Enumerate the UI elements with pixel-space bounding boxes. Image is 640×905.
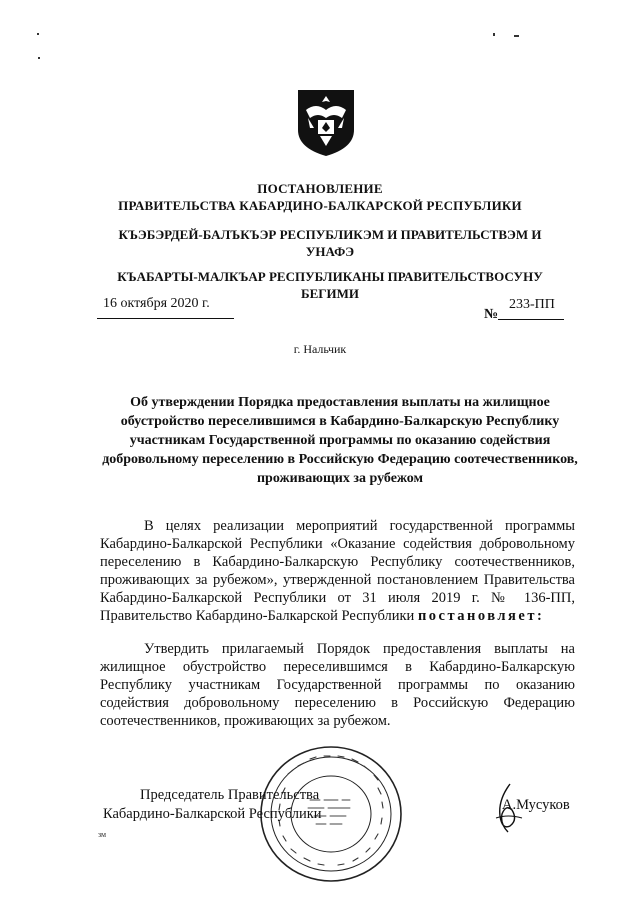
document-number: 233-ПП — [509, 297, 555, 312]
scan-speck — [514, 35, 519, 37]
footer-mark: зм — [98, 830, 107, 839]
number-underline — [498, 319, 564, 320]
coat-of-arms-icon — [296, 88, 356, 158]
coat-of-arms-emblem — [296, 88, 356, 158]
government-kab-title: КЪЭБЭРДЕЙ-БАЛЪКЪЭР РЕСПУБЛИКЭМ И ПРАВИТЕЛЬСТВЭМ И УНАФЭ — [118, 227, 542, 259]
signatory-position-line-1: Председатель Правительства — [140, 787, 320, 803]
signatory-name: А.Мусуков — [502, 797, 570, 813]
document-date: 16 октября 2020 г. — [103, 296, 210, 311]
document-header — [0, 180, 640, 214]
document-title: Об утверждении Порядка предоставления выплаты на жилищное обустройство переселившимся в Кабардино-Балкарскую Республику участникам Государственной программы по оказанию содействия добровольному переселению в Российскую Федерацию соотечественников, проживающих за рубежом — [102, 395, 578, 486]
resolves-word: постановляет: — [417, 608, 545, 624]
scan-speck — [38, 57, 40, 59]
scan-speck — [37, 33, 39, 35]
scan-speck — [493, 33, 495, 36]
body-paragraph-1 — [100, 517, 575, 625]
signatory-position-line-2: Кабардино-Балкарской Республики — [103, 806, 322, 822]
doc-type-title: ПОСТАНОВЛЕНИЕ — [257, 181, 383, 196]
number-sign: № — [484, 307, 499, 322]
government-bal-title: КЪАБАРТЫ-МАЛКЪАР РЕСПУБЛИКАНЫ ПРАВИТЕЛЬСТВОСУНУ БЕГИМИ — [117, 269, 543, 301]
city-name: г. Нальчик — [293, 342, 347, 356]
date-underline — [97, 318, 234, 319]
signatory-position — [103, 786, 322, 824]
body-paragraph-2: Утвердить прилагаемый Порядок предоставления выплаты на жилищное обустройство переселившимся в Кабардино-Балкарскую Республику участникам Государственной программы по оказанию содействия добровольному переселению в Российскую Федерацию соотечественников, проживающих за рубежом. — [100, 641, 575, 729]
paragraph-1-text: В целях реализации мероприятий государственной программы Кабардино-Балкарской Республики «Оказание содействия добровольному переселению в Кабардино-Балкарскую Республику соотечественников, проживающих за рубежом», утвержденной постановлением Правительства Кабардино-Балкарской Республики от 31 июля 2019 г. № 136-ПП, Правительство Кабардино-Балкарской Республики — [100, 518, 575, 624]
government-ru-title: ПРАВИТЕЛЬСТВА КАБАРДИНО-БАЛКАРСКОЙ РЕСПУБЛИКИ — [118, 198, 522, 213]
